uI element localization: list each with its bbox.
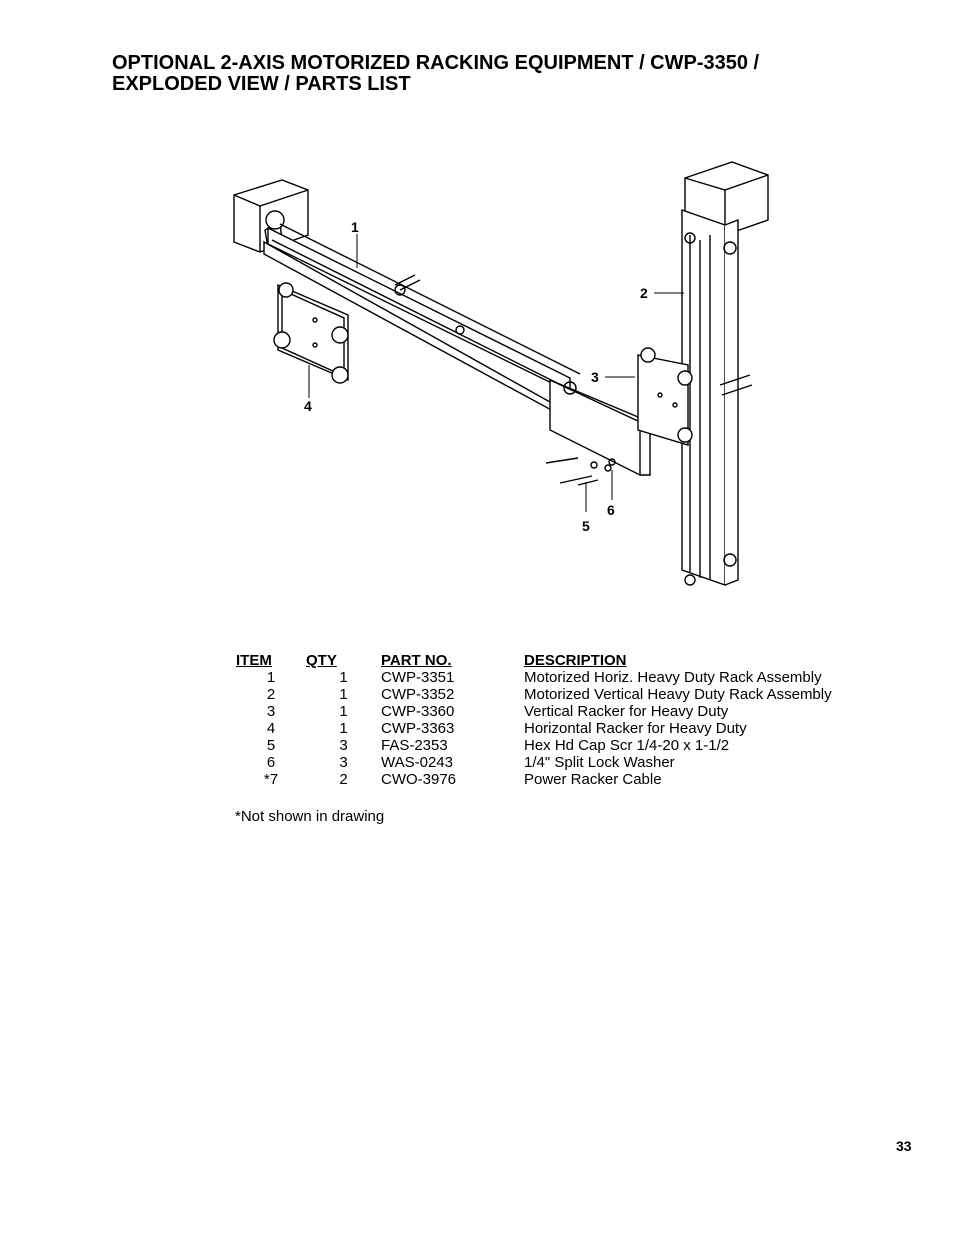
fasteners [546, 458, 615, 485]
cell-part-no: FAS-2353 [381, 737, 448, 754]
callout-6: 6 [607, 502, 615, 518]
callout-5: 5 [582, 518, 590, 534]
cell-description: Vertical Racker for Heavy Duty [524, 703, 729, 720]
cell-qty: 1 [339, 686, 348, 703]
title-line-2: EXPLODED VIEW / PARTS LIST [112, 73, 411, 95]
header-description: DESCRIPTION [524, 652, 627, 669]
cell-qty: 1 [339, 669, 348, 686]
cell-item: *7 [263, 771, 279, 788]
cell-qty: 1 [339, 720, 348, 737]
table-row [236, 720, 832, 737]
header-qty: QTY [306, 652, 337, 669]
header-part-no: PART NO. [381, 652, 452, 669]
cell-description: Power Racker Cable [524, 771, 662, 788]
table-row [236, 737, 832, 754]
cell-qty: 3 [339, 737, 348, 754]
cell-item: 3 [266, 703, 276, 720]
callout-2: 2 [640, 285, 648, 301]
vertical-rack-assembly [682, 162, 768, 585]
callout-4: 4 [304, 398, 312, 414]
cell-item: 6 [266, 754, 276, 771]
cell-qty: 2 [339, 771, 348, 788]
cell-part-no: CWP-3363 [381, 720, 455, 737]
table-row [236, 686, 832, 703]
cell-item: 1 [266, 669, 276, 686]
cell-item: 4 [266, 720, 276, 737]
table-row [236, 771, 832, 788]
cell-part-no: CWP-3352 [381, 686, 455, 703]
cell-item: 5 [266, 737, 276, 754]
cell-description: 1/4" Split Lock Washer [524, 754, 675, 771]
cell-part-no: CWO-3976 [381, 771, 457, 788]
parts-list-table [236, 652, 832, 788]
table-row [236, 669, 832, 686]
cell-description: Motorized Horiz. Heavy Duty Rack Assembly [524, 669, 822, 686]
cell-part-no: WAS-0243 [381, 754, 453, 771]
footnote: *Not shown in drawing [235, 808, 385, 825]
table-row [236, 703, 832, 720]
header-item: ITEM [236, 652, 272, 669]
exploded-view-drawing [220, 140, 780, 600]
page-title [112, 53, 872, 95]
cell-description: Hex Hd Cap Scr 1/4-20 x 1-1/2 [524, 737, 730, 754]
cell-description: Motorized Vertical Heavy Duty Rack Assembly [524, 686, 832, 703]
horizontal-racker-plate [274, 283, 348, 383]
callout-1: 1 [351, 219, 359, 235]
cell-part-no: CWP-3351 [381, 669, 455, 686]
table-header-row [236, 652, 832, 669]
cell-qty: 3 [339, 754, 348, 771]
callout-3: 3 [591, 369, 599, 385]
cell-description: Horizontal Racker for Heavy Duty [524, 720, 747, 737]
title-line-1: OPTIONAL 2-AXIS MOTORIZED RACKING EQUIPMENT / CWP-3350 / [112, 52, 760, 74]
cell-qty: 1 [339, 703, 348, 720]
cell-item: 2 [266, 686, 276, 703]
table-row [236, 754, 832, 771]
cell-part-no: CWP-3360 [381, 703, 455, 720]
page-number: 33 [896, 1138, 912, 1154]
